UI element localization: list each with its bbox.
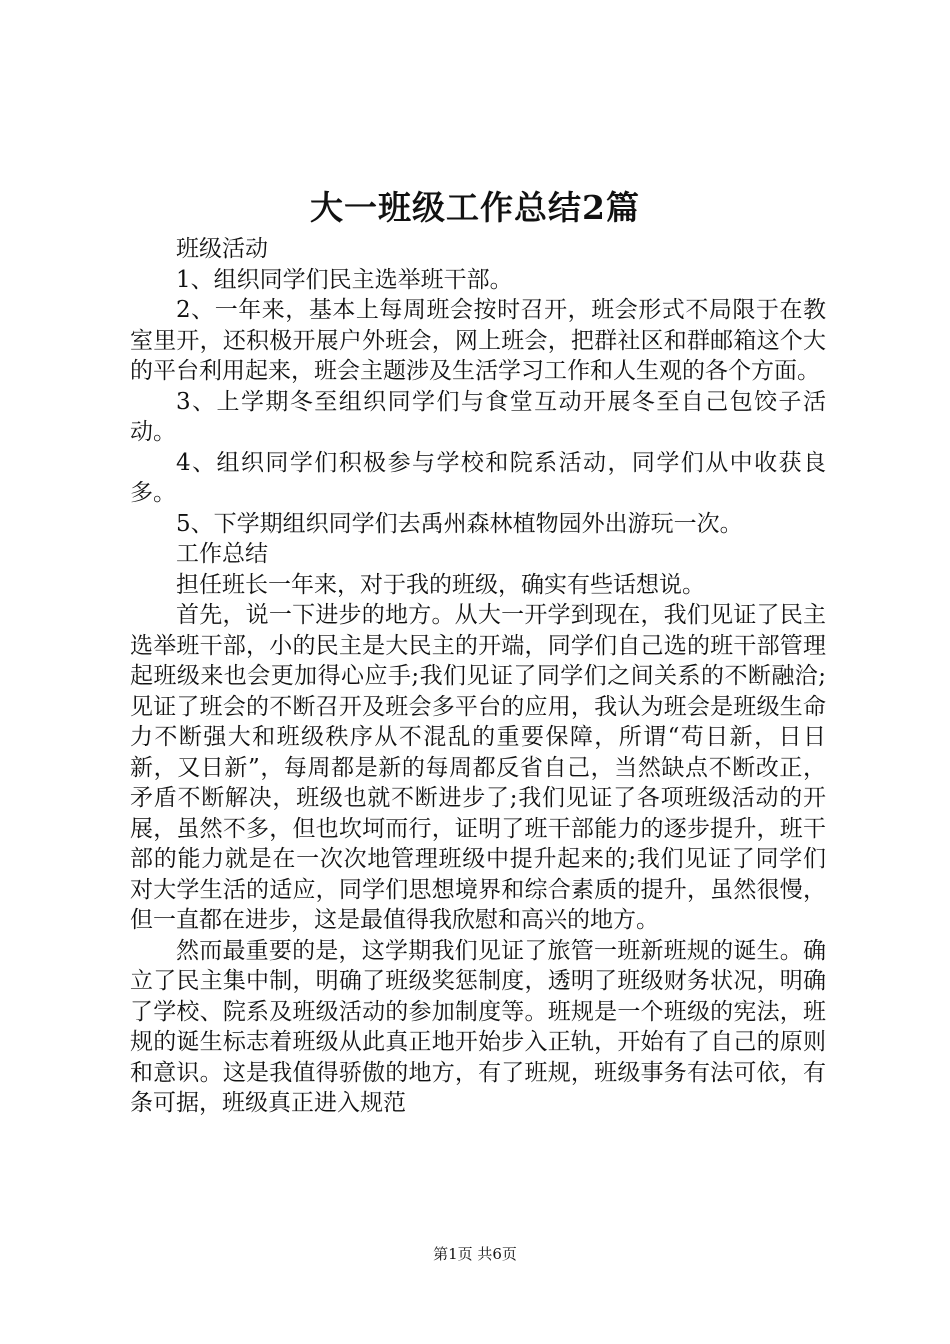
page-footer: 第1页 共6页	[433, 1245, 517, 1263]
paragraph: 首先，说一下进步的地方。从大一开学到现在，我们见证了民主选举班干部，小的民主是大民主的开端，同学们自己选的班干部管理起班级来也会更加得心应手;我们见证了同学们之间关系的不断融洽;见证了班会的不断召开及班会多平台的应用，我认为班会是班级生命力不断强大和班级秩序从不混乱的重要保障，所谓“苟日新，日日新，又日新”，每周都是新的每周都反省自己，当然缺点不断改正，矛盾不断解决，班级也就不断进步了;我们见证了各项班级活动的开展，虽然不多，但也坎坷而行，证明了班干部能力的逐步提升，班干部的能力就是在一次次地管理班级中提升起来的;我们见证了同学们对大学生活的适应，同学们思想境界和综合素质的提升，虽然很慢，但一直都在进步，这是最值得我欣慰和高兴的地方。	[130, 602, 826, 933]
paragraph: 2、一年来，基本上每周班会按时召开，班会形式不局限于在教室里开，还积极开展户外班会，网上班会，把群社区和群邮箱这个大的平台利用起来，班会主题涉及生活学习工作和人生观的各个方面。	[130, 297, 826, 384]
paragraph: 然而最重要的是，这学期我们见证了旅管一班新班规的诞生。确立了民主集中制，明确了班级奖惩制度，透明了班级财务状况，明确了学校、院系及班级活动的参加制度等。班规是一个班级的宪法，班规的诞生标志着班级从此真正地开始步入正轨，开始有了自己的原则和意识。这是我值得骄傲的地方，有了班规，班级事务有法可依，有条可据，班级真正进入规范	[130, 937, 826, 1116]
document-body	[130, 234, 826, 1119]
paragraph: 5、下学期组织同学们去禹州森林植物园外出游玩一次。	[176, 510, 743, 537]
paragraph: 4、组织同学们积极参与学校和院系活动，同学们从中收获良多。	[130, 449, 826, 506]
document-title: 大一班级工作总结2篇	[310, 188, 640, 227]
paragraph: 担任班长一年来，对于我的班级，确实有些话想说。	[176, 571, 705, 598]
section-heading-summary: 工作总结	[176, 541, 268, 567]
section-heading-activities: 班级活动	[176, 236, 268, 262]
paragraph: 1、组织同学们民主选举班干部。	[176, 266, 513, 293]
paragraph: 3、上学期冬至组织同学们与食堂互动开展冬至自己包饺子活动。	[130, 388, 826, 445]
